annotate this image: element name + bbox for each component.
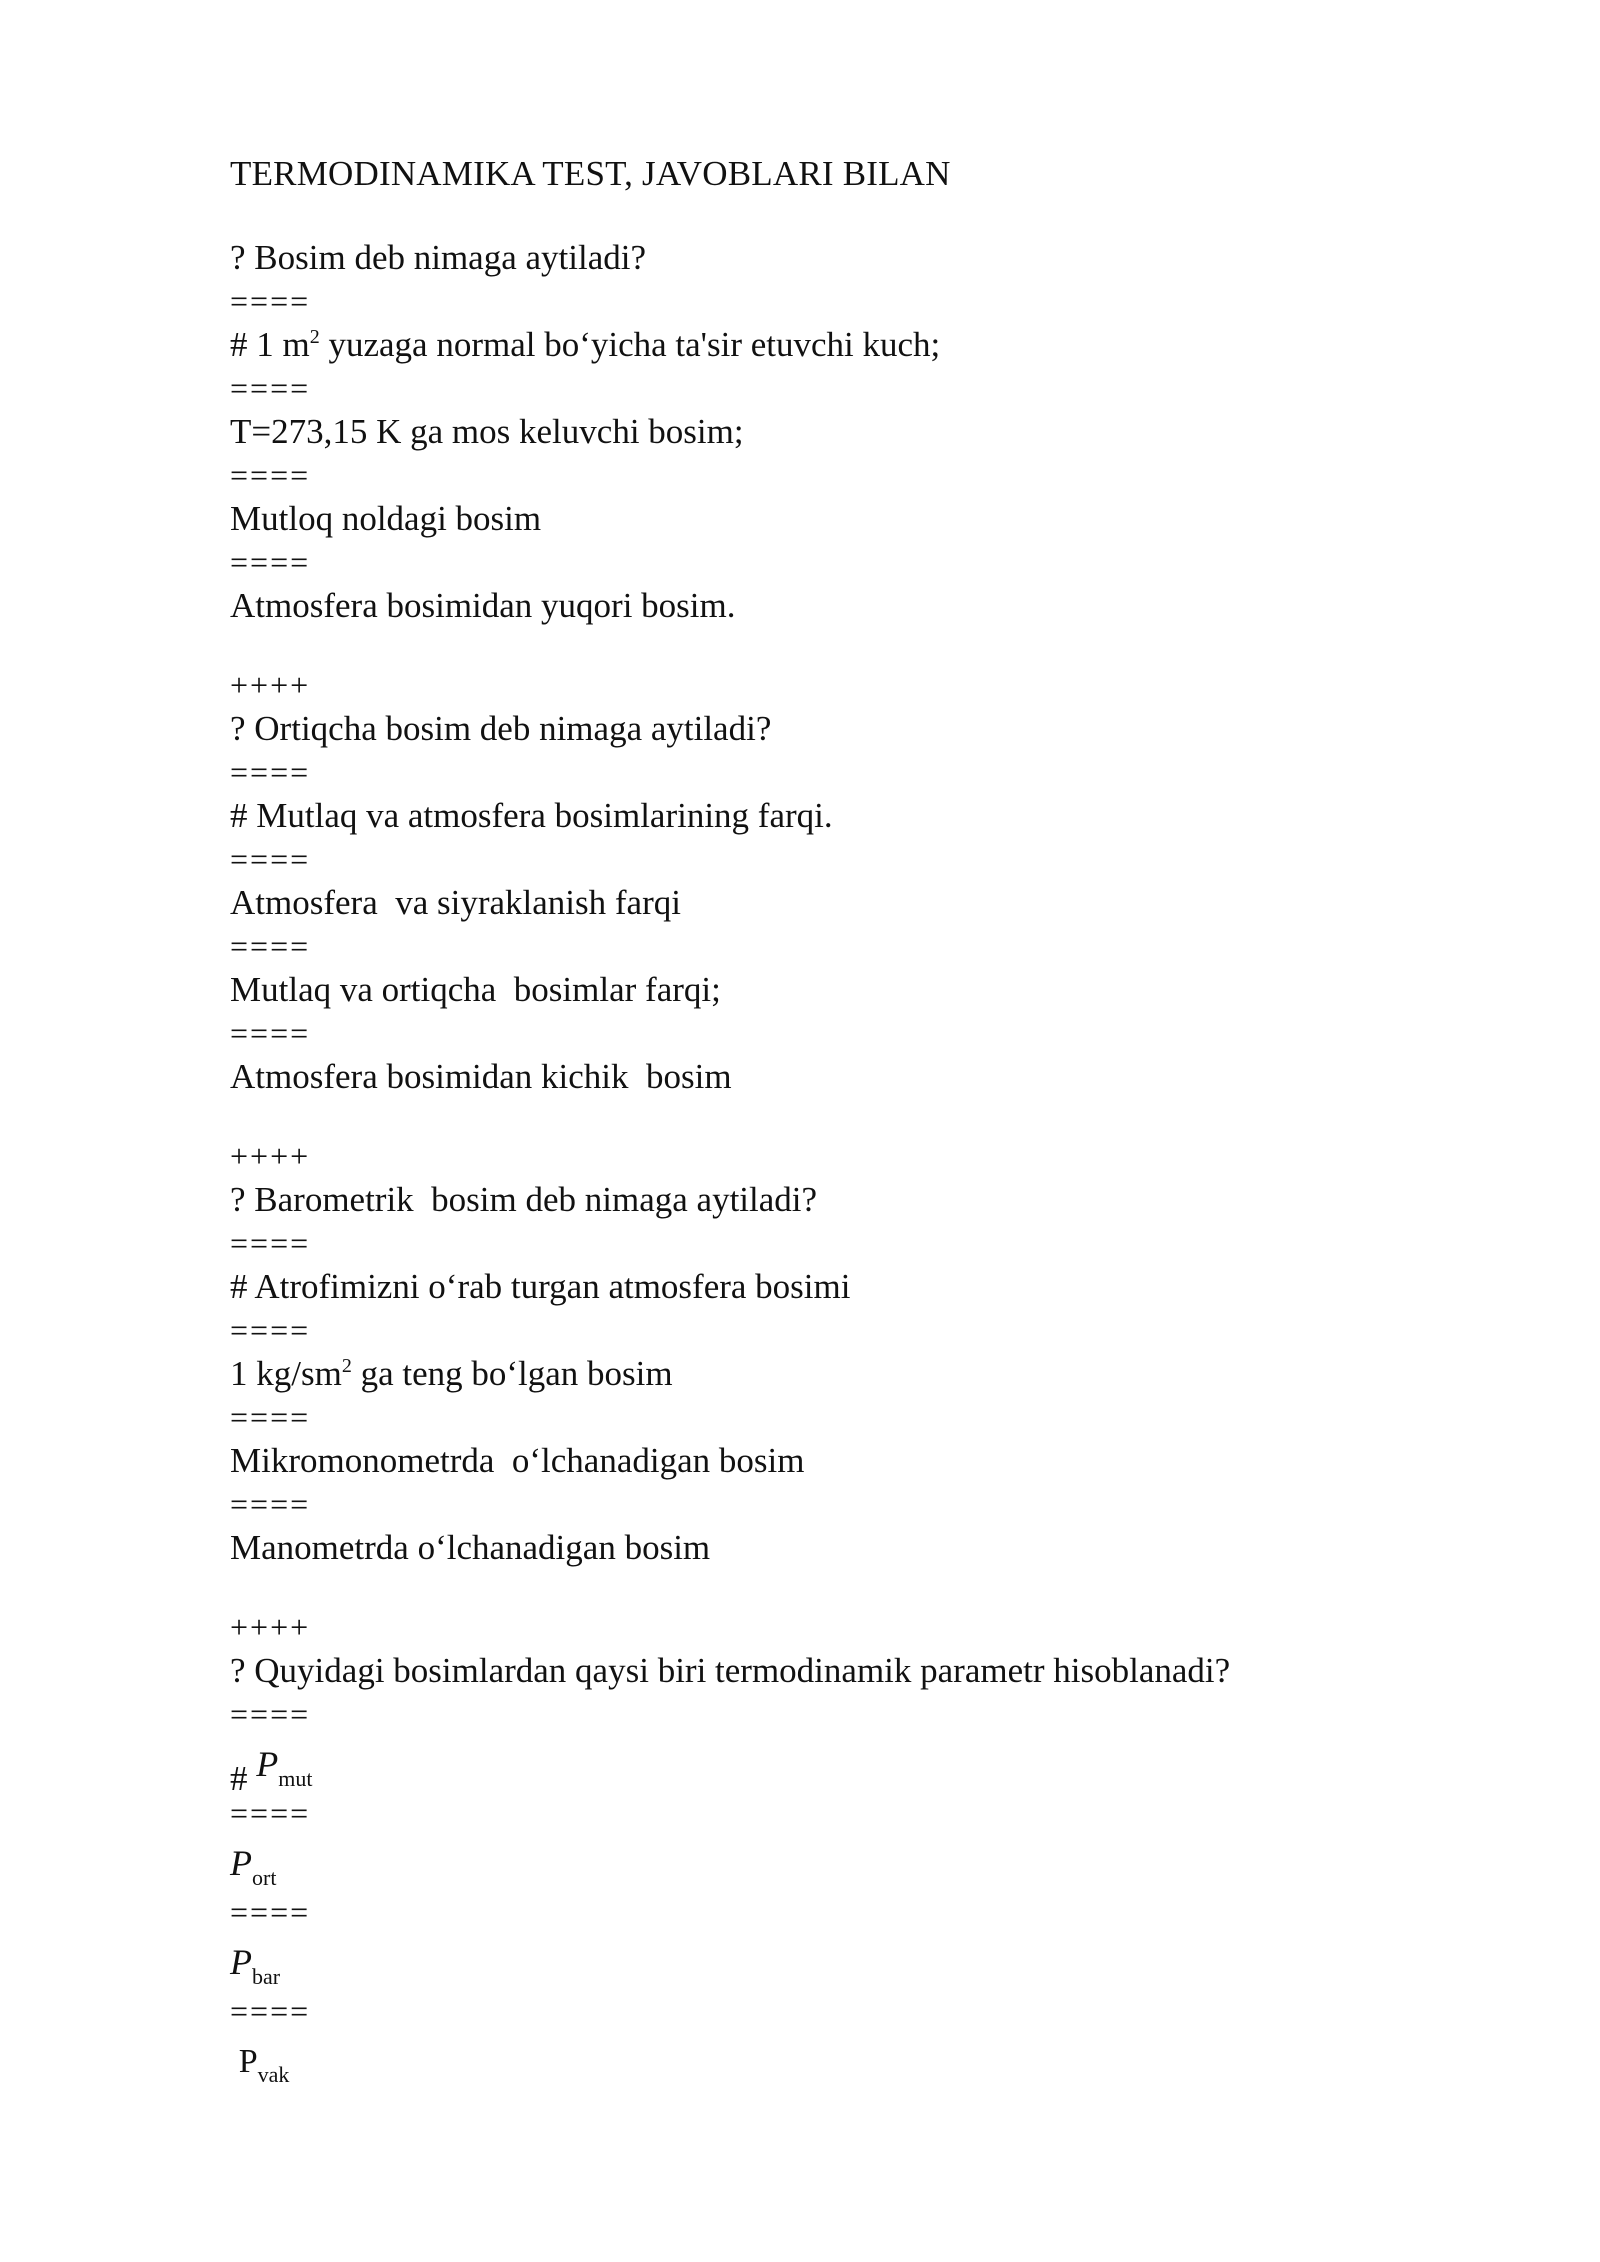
answer-option: Mikromonometrda o‘lchanadigan bosim — [230, 1441, 805, 1480]
block-separator: ++++ — [230, 1609, 311, 1645]
answer-option: Mutlaq va ortiqcha bosimlar farqi; — [230, 970, 721, 1009]
answer-separator: ==== — [230, 754, 311, 790]
answer-separator: ==== — [230, 283, 311, 319]
answer-separator: ==== — [230, 1225, 311, 1261]
correct-mark: # — [230, 1759, 248, 1798]
answer-correct: # Atrofimizni o‘rab turgan atmosfera bosimi — [230, 1267, 851, 1306]
pressure-symbol: P — [230, 1843, 252, 1883]
answer-separator: ==== — [230, 841, 311, 877]
pressure-symbol: P — [230, 1942, 252, 1982]
answer-separator: ==== — [230, 1312, 311, 1348]
answer-formula — [230, 1835, 1430, 1891]
question-block-3 — [230, 1135, 1430, 1570]
answer-separator: ==== — [230, 1993, 311, 2029]
answer-option: Atmosfera bosimidan kichik bosim — [230, 1057, 732, 1096]
answer-correct-formula — [230, 1736, 1430, 1798]
answer-separator: ==== — [230, 1486, 311, 1522]
answer-correct: # 1 $m^2$ yuzaga normal bo‘yicha ta'sir etuvchi kuch; — [230, 325, 941, 364]
answer-correct: # Mutlaq va atmosfera bosimlarining farqi. — [230, 796, 833, 835]
answer-separator: ==== — [230, 928, 311, 964]
answer-separator: ==== — [230, 370, 311, 406]
document-page — [230, 148, 1430, 2125]
answer-separator: ==== — [230, 1894, 311, 1930]
block-separator: ++++ — [230, 1138, 311, 1174]
pressure-subscript: bar — [252, 1964, 281, 1989]
pressure-symbol: P — [256, 1744, 279, 1784]
answer-option: Manometrda o‘lchanadigan bosim — [230, 1528, 711, 1567]
pressure-subscript: mut — [278, 1766, 313, 1791]
question-text: ? Bosim deb nimaga aytiladi? — [230, 238, 647, 277]
answer-separator: ==== — [230, 457, 311, 493]
answer-separator: ==== — [230, 1696, 311, 1732]
document-title: TERMODINAMIKA TEST, JAVOBLARI BILAN — [230, 154, 951, 193]
answer-option: Mutloq noldagi bosim — [230, 499, 542, 538]
answer-separator: ==== — [230, 544, 311, 580]
pressure-subscript: vak — [257, 2062, 290, 2087]
answer-formula — [230, 2033, 1430, 2089]
question-text: ? Ortiqcha bosim deb nimaga aytiladi? — [230, 709, 772, 748]
superscript: 2 — [341, 1355, 352, 1377]
answer-option: T=273,15 K ga mos keluvchi bosim; — [230, 412, 744, 451]
question-text: ? Quyidagi bosimlardan qaysi biri termodinamik parametr hisoblanadi? — [230, 1651, 1231, 1690]
question-block-2 — [230, 664, 1430, 1099]
question-text: ? Barometrik bosim deb nimaga aytiladi? — [230, 1180, 818, 1219]
answer-separator: ==== — [230, 1795, 311, 1831]
pressure-subscript: ort — [252, 1865, 277, 1890]
question-block-4 — [230, 1606, 1430, 2089]
answer-option: Atmosfera bosimidan yuqori bosim. — [230, 586, 736, 625]
block-separator: ++++ — [230, 667, 311, 703]
superscript: 2 — [309, 326, 320, 348]
answer-formula — [230, 1934, 1430, 1990]
question-block-1 — [230, 236, 1430, 628]
answer-option: Atmosfera va siyraklanish farqi — [230, 883, 681, 922]
answer-option: 1 $kg/sm^2$ ga teng bo‘lgan bosim — [230, 1354, 673, 1393]
pressure-symbol: P — [238, 2043, 258, 2080]
answer-separator: ==== — [230, 1015, 311, 1051]
answer-separator: ==== — [230, 1399, 311, 1435]
